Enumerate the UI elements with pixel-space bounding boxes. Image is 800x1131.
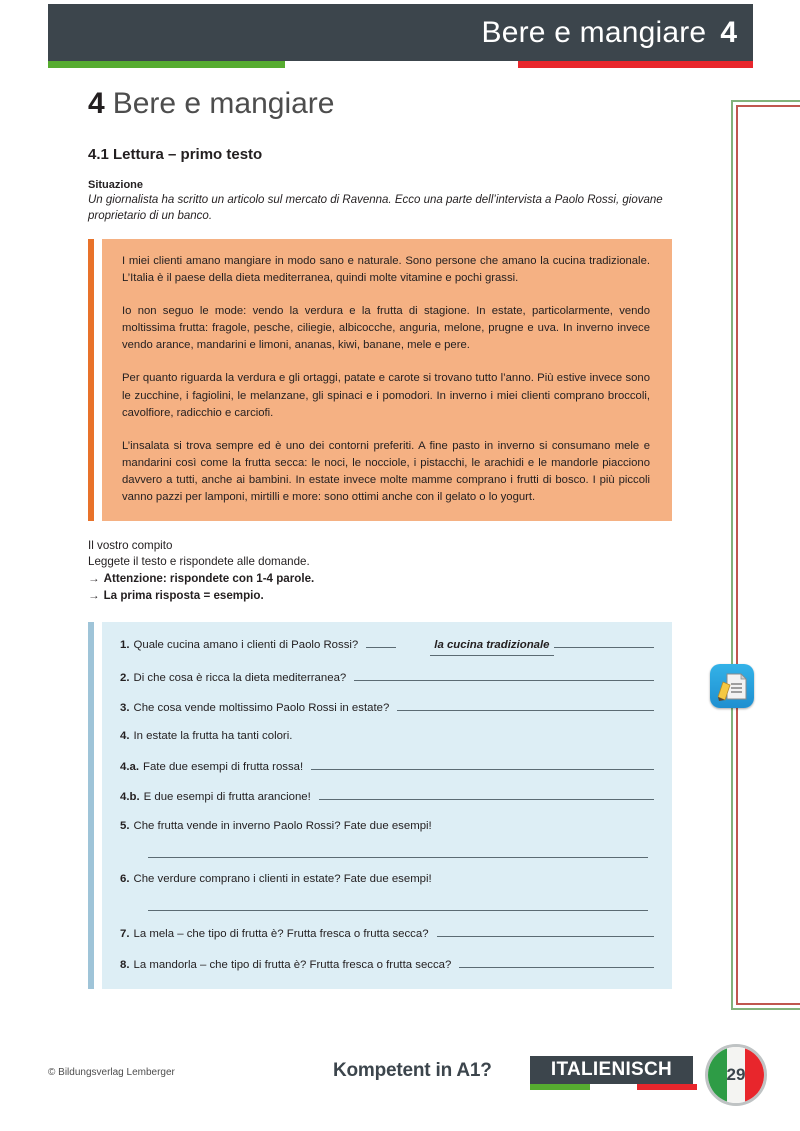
header-chapter-number: 4 — [720, 15, 737, 49]
arrow-icon: → — [88, 589, 100, 603]
question-row — [120, 872, 654, 887]
reading-paragraph: Io non seguo le mode: vendo la verdura e la frutta di stagione. In estate, particolarmente, vendo moltissima frutta: fragole, pesche, ciliegie, albicocche, anguria, melone, prugne e uva. In inverno invece vendo arance, mandarini e limoni, ananas, kiwi, banane, mele e pere. — [122, 304, 650, 352]
question-row — [120, 699, 654, 716]
task-instructions — [88, 538, 688, 606]
task-heading: Il vostro compito — [88, 538, 173, 552]
question-text: La mandorla – che tipo di frutta è? Frutta fresca o frutta secca? — [133, 958, 452, 971]
task-note-1 — [88, 571, 688, 588]
task-note-2 — [88, 588, 688, 605]
answer-blank[interactable] — [397, 699, 654, 711]
footer-stripe-red — [637, 1084, 697, 1090]
question-row — [120, 758, 654, 775]
situazione-label: Situazione — [88, 179, 144, 191]
reading-text-box — [88, 239, 672, 521]
answer-blank[interactable] — [554, 636, 655, 648]
question-text: Quale cucina amano i clienti di Paolo Rossi? — [133, 639, 359, 652]
question-number: 5. — [120, 819, 130, 832]
footer-language-badge: ITALIENISCH — [530, 1056, 693, 1084]
question-text: Di che cosa è ricca la dieta mediterranea? — [133, 671, 347, 684]
answer-blank[interactable] — [148, 909, 648, 911]
page-content — [88, 86, 688, 989]
reading-box-accent-bar — [88, 239, 94, 521]
reading-paragraph: I miei clienti amano mangiare in modo sano e naturale. Sono persone che amano la cucina tradizionale. L’Italia è il paese della dieta mediterranea, quindi molte vitamine e pochi grassi. — [122, 254, 650, 284]
header-title: Bere e mangiare — [481, 15, 707, 49]
answer-blank[interactable] — [319, 788, 654, 800]
question-number: 7. — [120, 928, 130, 941]
answer-blank[interactable] — [366, 636, 396, 648]
question-text: In estate la frutta ha tanti colori. — [133, 730, 293, 743]
page-number-badge — [705, 1044, 767, 1106]
reading-paragraph: L’insalata si trova sempre ed è uno dei contorni preferiti. A fine pasto in inverno si consumano mele e mandarini così come la frutta secca: le noci, le nocciole, i pistacchi, le arachidi e le mandorle piacciono davvero a tutti, anche ai bambini. In estate invece molte mamme comprano i frutti di bosco. I più piccoli vanno pazzi per lamponi, mirtilli e more: sono ottimi anche con il gelato o lo yogurt. — [122, 439, 650, 504]
question-row — [120, 669, 654, 686]
section-title: 4.1 Lettura – primo testo — [88, 146, 263, 163]
footer-stripe-green — [530, 1084, 590, 1090]
answer-blank[interactable] — [437, 925, 654, 937]
question-number: 3. — [120, 702, 130, 714]
answer-blank[interactable] — [354, 669, 654, 681]
question-number: 4. — [120, 730, 130, 743]
question-number: 6. — [120, 872, 130, 885]
question-text: Che frutta vende in inverno Paolo Rossi? Fate due esempi! — [133, 819, 432, 832]
questions-box — [88, 622, 672, 989]
questions-box-body — [102, 622, 672, 989]
footer-brand: Kompetent in A1? — [333, 1060, 492, 1081]
question-text: Fate due esempi di frutta rossa! — [143, 760, 304, 773]
question-row — [120, 956, 654, 973]
question-text: Che verdure comprano i clienti in estate? Fate due esempi! — [133, 872, 432, 885]
reading-box-body — [102, 239, 672, 521]
answer-blank[interactable] — [148, 856, 648, 858]
arrow-icon: → — [88, 572, 100, 586]
footer-copyright: © Bildungsverlag Lemberger — [48, 1067, 175, 1078]
question-number: 4.b. — [120, 791, 140, 804]
question-text: E due esempi di frutta arancione! — [143, 791, 311, 804]
page-number: 29 — [726, 1065, 746, 1084]
answer-example: la cucina tradizionale — [430, 638, 553, 655]
question-row — [120, 636, 654, 655]
question-number: 8. — [120, 958, 130, 971]
header-stripe-green — [48, 61, 285, 68]
questions-box-accent-bar — [88, 622, 94, 989]
question-row — [120, 819, 654, 834]
task-note-2-text: La prima risposta = esempio. — [103, 589, 264, 603]
reading-paragraph: Per quanto riguarda la verdura e gli ortaggi, patate e carote si trovano tutto l’anno. Più estive invece sono le zucchine, i fagiolini, le melanzane, gli spinaci e i pomodori. In inverno i miei clienti comprano broccoli, cavolfiore, radicchio e carciofi. — [122, 372, 650, 419]
task-instruction: Leggete il testo e rispondete alle domande. — [88, 555, 310, 569]
question-number: 1. — [120, 639, 130, 652]
chapter-number: 4 — [88, 87, 105, 120]
question-number: 4.a. — [120, 760, 139, 773]
answer-blank[interactable] — [311, 758, 654, 770]
question-text: La mela – che tipo di frutta è? Frutta fresca o frutta secca? — [133, 928, 429, 941]
question-row — [120, 788, 654, 805]
situazione-text: Un giornalista ha scritto un articolo sul mercato di Ravenna. Ecco una parte dell’intervista a Paolo Rossi, giovane proprietario di un banco. — [88, 194, 663, 223]
answer-blank[interactable] — [459, 956, 654, 968]
question-row — [120, 729, 654, 744]
page-header-bar — [48, 4, 753, 61]
page-title — [88, 86, 688, 122]
write-exercise-icon — [710, 664, 754, 708]
question-number: 2. — [120, 671, 130, 684]
header-stripe-red — [518, 61, 753, 68]
margin-decor-inner-border — [736, 105, 800, 1005]
question-row — [120, 925, 654, 942]
chapter-title-text: Bere e mangiare — [112, 87, 335, 120]
task-note-1-text: Attenzione: rispondete con 1-4 parole. — [103, 572, 315, 586]
question-text: Che cosa vende moltissimo Paolo Rossi in estate? — [133, 702, 390, 714]
